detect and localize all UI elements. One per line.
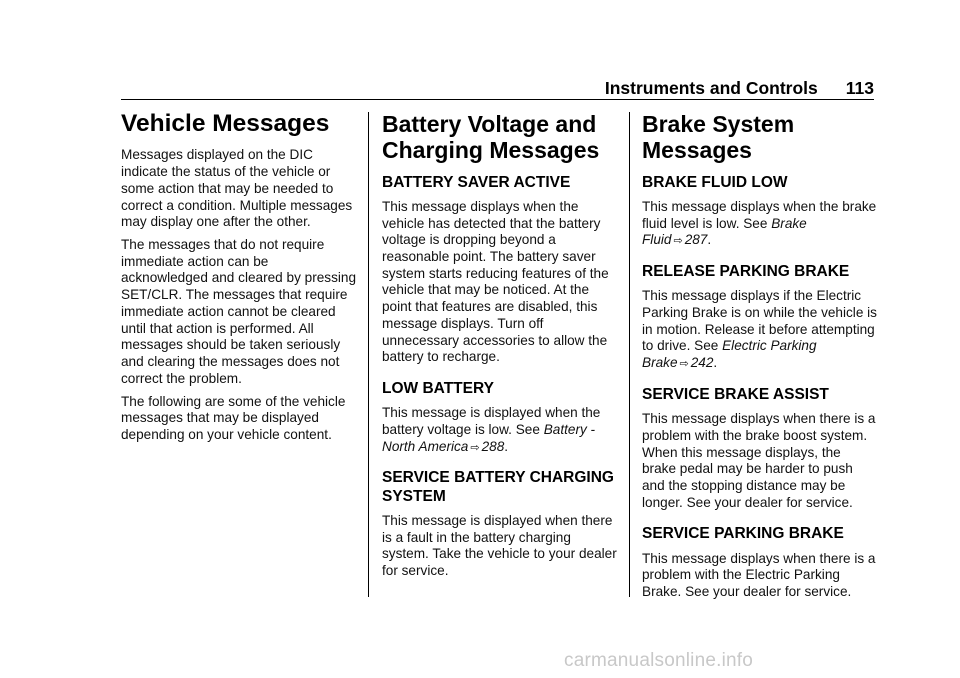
cross-reference-link[interactable]: Electric Parking Brake ⇨ 242 bbox=[642, 338, 817, 371]
watermark: carmanualsonline.info bbox=[564, 650, 754, 671]
service-battery-charging-heading: SERVICE BATTERY CHARGING SYSTEM bbox=[382, 469, 614, 505]
paragraph: This message displays when the vehicle has detected that the battery voltage is dropping beyond a reasonable point. The battery saver system starts reducing features of the vehicle that may be noticed. At the point that features are disabled, this message displays. Turn off unnecessary accessories to allow the battery to recharge. bbox=[382, 198, 609, 365]
paragraph: This message displays if the Electric Parking Brake is on while the vehicle is in motion. Release it before attempting to drive. See Electric Parking Brake ⇨ 242. bbox=[642, 288, 877, 371]
header-rule bbox=[121, 99, 874, 100]
paragraph: The following are some of the vehicle messages that may be displayed depending on your vehicle content. bbox=[121, 393, 346, 442]
paragraph: This message is displayed when the battery voltage is low. See Battery - North America ⇨ 288. bbox=[382, 405, 601, 454]
cross-reference-link[interactable]: Battery - North America ⇨ 288 bbox=[382, 421, 596, 454]
page-header bbox=[600, 78, 874, 99]
battery-voltage-title: Battery Voltage and Charging Messages bbox=[382, 111, 600, 163]
brake-system-title: Brake System Messages bbox=[642, 111, 795, 163]
paragraph: This message displays when there is a problem with the Electric Parking Brake. See your dealer for service. bbox=[642, 550, 876, 600]
column-battery-messages bbox=[382, 110, 618, 586]
page-ref-arrow-icon: ⇨ bbox=[470, 441, 480, 454]
column-divider bbox=[629, 112, 630, 597]
page-ref-arrow-icon: ⇨ bbox=[673, 235, 683, 248]
page-number: 113 bbox=[845, 78, 874, 98]
battery-saver-active-heading: BATTERY SAVER ACTIVE bbox=[382, 173, 571, 191]
cross-reference-link[interactable]: Brake Fluid ⇨ 287 bbox=[642, 215, 807, 248]
paragraph: This message displays when there is a problem with the brake boost system. When this message displays, the brake pedal may be harder to push and the stopping distance may be longer. See your dealer for service. bbox=[642, 411, 876, 510]
section-title: Instruments and Controls bbox=[604, 78, 818, 98]
service-brake-assist-heading: SERVICE BRAKE ASSIST bbox=[642, 385, 829, 403]
service-parking-brake-heading: SERVICE PARKING BRAKE bbox=[642, 525, 844, 543]
brake-fluid-low-heading: BRAKE FLUID LOW bbox=[642, 173, 788, 191]
paragraph: The messages that do not require immediate action can be acknowledged and cleared by pressing SET/CLR. The messages that require immediate action cannot be cleared until that action is performed. All messages should be taken seriously and clearing the messages does not correct the problem. bbox=[121, 237, 357, 386]
low-battery-heading: LOW BATTERY bbox=[382, 379, 494, 397]
release-parking-brake-heading: RELEASE PARKING BRAKE bbox=[642, 262, 850, 280]
vehicle-messages-title: Vehicle Messages bbox=[121, 110, 330, 137]
column-divider bbox=[368, 112, 369, 597]
column-vehicle-messages bbox=[121, 110, 357, 450]
column-brake-messages bbox=[642, 110, 878, 607]
paragraph: Messages displayed on the DIC indicate the status of the vehicle or some action that may be needed to correct a condition. Multiple messages may display one after the other. bbox=[121, 147, 353, 230]
paragraph: This message displays when the brake fluid level is low. See Brake Fluid ⇨ 287. bbox=[642, 198, 877, 248]
paragraph: This message is displayed when there is a fault in the battery charging system. Take the vehicle to your dealer for service. bbox=[382, 512, 617, 579]
page-ref-arrow-icon: ⇨ bbox=[679, 358, 689, 371]
